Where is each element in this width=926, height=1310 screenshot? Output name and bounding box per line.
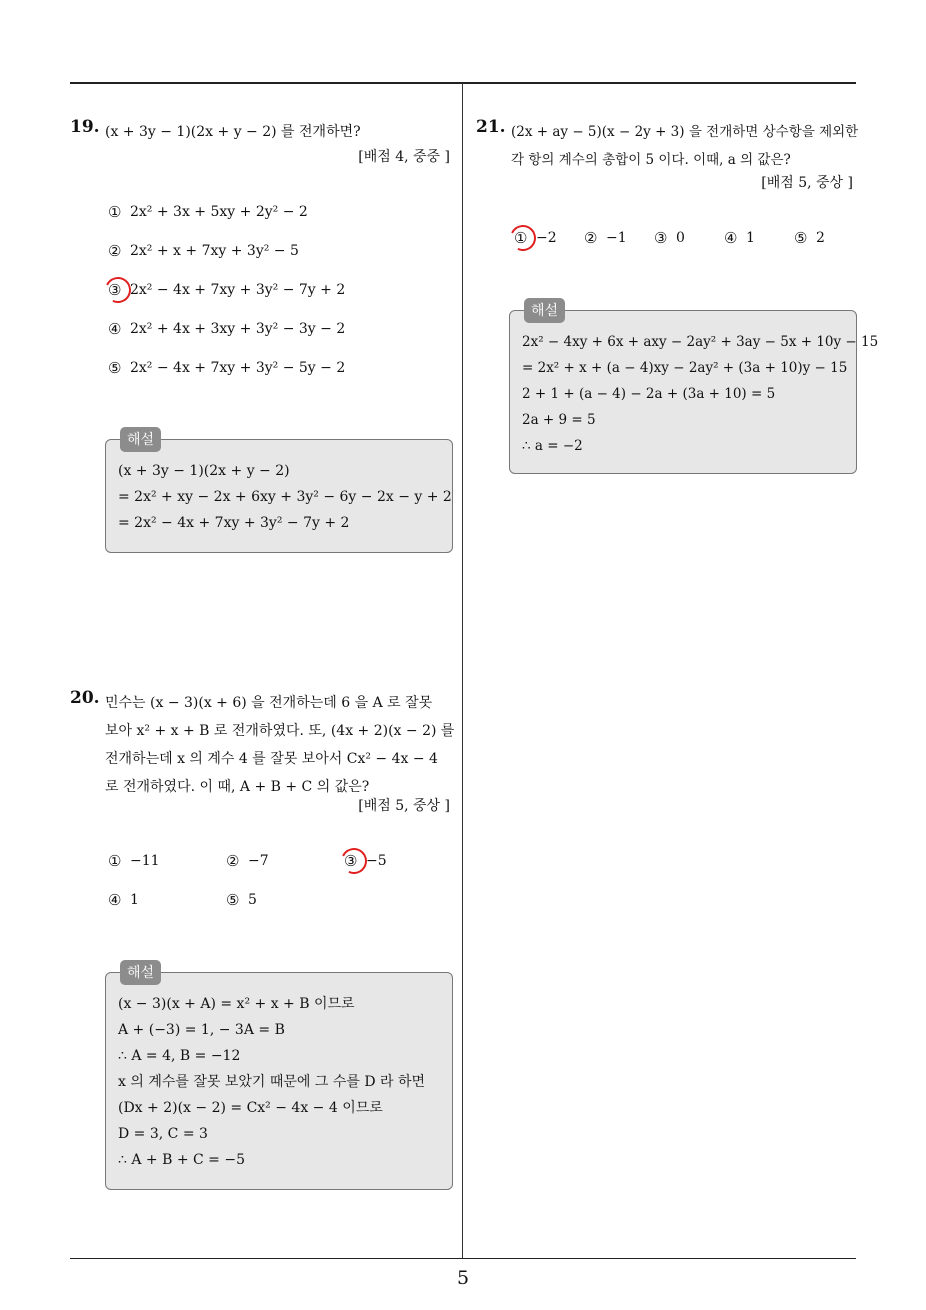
- answer-circle-mark: [101, 273, 134, 306]
- choice-text: 5: [248, 892, 257, 908]
- question-text: [105, 689, 454, 801]
- choice-mark: ①: [108, 203, 122, 221]
- choice-text: 2: [816, 230, 825, 246]
- problem-number: 19.: [70, 117, 100, 137]
- solution-line: ∴ a = −2: [522, 438, 583, 454]
- choice-5[interactable]: [108, 359, 345, 377]
- solution-line: = 2x² + xy − 2x + 6xy + 3y² − 6y − 2x − y + 2: [118, 489, 452, 505]
- problem-20: [70, 688, 455, 1193]
- choice-text: −7: [248, 853, 269, 869]
- solution-line: ∴ A = 4, B = −12: [118, 1048, 241, 1064]
- question-line: 각 항의 계수의 총합이 5 이다. 이때, a 의 값은?: [511, 152, 791, 168]
- solution-line: D = 3, C = 3: [118, 1126, 208, 1142]
- choice-text: 1: [746, 230, 755, 246]
- solution-box: [105, 965, 453, 1190]
- choice-text: 0: [676, 230, 685, 246]
- choice-2[interactable]: [584, 229, 627, 247]
- solution-box: [105, 432, 453, 553]
- choice-1[interactable]: [108, 852, 160, 870]
- solution-line: (x − 3)(x + A) = x² + x + B 이므로: [118, 996, 355, 1012]
- solution-line: ∴ A + B + C = −5: [118, 1152, 245, 1168]
- choice-4[interactable]: [724, 229, 755, 247]
- choice-text: −11: [130, 853, 160, 869]
- choice-4[interactable]: [108, 891, 139, 909]
- page-number: 5: [456, 1267, 470, 1289]
- choice-text: 2x² + 3x + 5xy + 2y² − 2: [130, 204, 308, 220]
- solution-line: x 의 계수를 잘못 보았기 때문에 그 수를 D 라 하면: [118, 1074, 426, 1090]
- solution-line: = 2x² − 4x + 7xy + 3y² − 7y + 2: [118, 515, 350, 531]
- score-difficulty: [배점 5, 중상 ]: [358, 798, 450, 814]
- choice-text: 2x² + x + 7xy + 3y² − 5: [130, 243, 299, 259]
- solution-line: 2a + 9 = 5: [522, 412, 596, 428]
- problem-19: [70, 117, 455, 557]
- choice-mark: ②: [584, 229, 598, 247]
- choice-mark: ③: [108, 281, 122, 299]
- question-line: 보아 x² + x + B 로 전개하였다. 또, (4x + 2)(x − 2) 를: [105, 723, 455, 739]
- column-divider: [462, 83, 463, 1259]
- choice-5[interactable]: [794, 229, 825, 247]
- solution-line: = 2x² + x + (a − 4)xy − 2ay² + (3a + 10)y − 15: [522, 360, 848, 376]
- choice-text: 2x² + 4x + 3xy + 3y² − 3y − 2: [130, 321, 346, 337]
- choice-4[interactable]: [108, 320, 345, 338]
- solution-lines: [118, 991, 425, 1173]
- problem-21: [476, 117, 879, 477]
- choice-3[interactable]: [654, 229, 685, 247]
- solution-lines: [118, 458, 452, 536]
- problem-number: 20.: [70, 688, 100, 708]
- solution-line: (x + 3y − 1)(2x + y − 2): [118, 463, 290, 479]
- choice-mark: ①: [108, 852, 122, 870]
- choice-text: −1: [606, 230, 627, 246]
- solution-label: 해설: [120, 427, 161, 452]
- problem-number: 21.: [476, 117, 506, 137]
- solution-line: 2 + 1 + (a − 4) − 2a + (3a + 10) = 5: [522, 386, 776, 402]
- question-line: (2x + ay − 5)(x − 2y + 3) 을 전개하면 상수항을 제외한: [511, 124, 859, 140]
- choice-mark: ④: [108, 320, 122, 338]
- choice-text: −2: [536, 230, 557, 246]
- solution-lines: [522, 329, 878, 459]
- question-line: 민수는 (x − 3)(x + 6) 을 전개하는데 6 을 A 로 잘못: [105, 695, 433, 711]
- solution-label: 해설: [524, 298, 565, 323]
- choice-mark: ②: [226, 852, 240, 870]
- score-difficulty: [배점 5, 중상 ]: [761, 175, 853, 191]
- choice-text: 2x² − 4x + 7xy + 3y² − 5y − 2: [130, 360, 346, 376]
- choice-mark: ⑤: [108, 359, 122, 377]
- bottom-rule: [70, 1258, 856, 1259]
- question-line: (x + 3y − 1)(2x + y − 2) 를 전개하면?: [105, 124, 361, 140]
- choice-mark: ⑤: [794, 229, 808, 247]
- choice-mark: ⑤: [226, 891, 240, 909]
- solution-box: [509, 303, 879, 474]
- choice-text: 1: [130, 892, 139, 908]
- question-line: 로 전개하였다. 이 때, A + B + C 의 값은?: [105, 779, 370, 795]
- choice-3[interactable]: [108, 281, 345, 299]
- answer-circle-mark: [506, 221, 539, 254]
- choice-mark: ④: [724, 229, 738, 247]
- solution-line: (Dx + 2)(x − 2) = Cx² − 4x − 4 이므로: [118, 1100, 383, 1116]
- question-text: [105, 118, 361, 146]
- question-text: [511, 118, 858, 174]
- choice-2[interactable]: [226, 852, 269, 870]
- solution-line: A + (−3) = 1, − 3A = B: [118, 1022, 285, 1038]
- answer-circle-mark: [337, 844, 370, 877]
- solution-line: 2x² − 4xy + 6x + axy − 2ay² + 3ay − 5x + 10y − 15: [522, 334, 879, 350]
- choice-1[interactable]: [108, 203, 308, 221]
- choice-text: −5: [366, 853, 387, 869]
- choice-2[interactable]: [108, 242, 299, 260]
- top-rule: [70, 82, 856, 84]
- choice-mark: ②: [108, 242, 122, 260]
- choice-mark: ③: [654, 229, 668, 247]
- choice-5[interactable]: [226, 891, 257, 909]
- choice-mark: ④: [108, 891, 122, 909]
- choice-mark: ③: [344, 852, 358, 870]
- choice-mark: ①: [514, 229, 528, 247]
- choice-text: 2x² − 4x + 7xy + 3y² − 7y + 2: [130, 282, 346, 298]
- solution-label: 해설: [120, 960, 161, 985]
- score-difficulty: [배점 4, 중중 ]: [358, 149, 450, 165]
- question-line: 전개하는데 x 의 계수 4 를 잘못 보아서 Cx² − 4x − 4: [105, 751, 438, 767]
